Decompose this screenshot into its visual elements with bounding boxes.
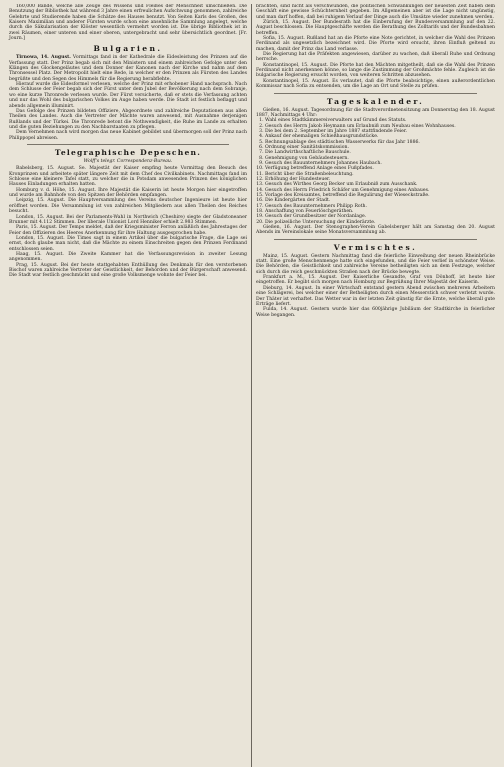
list-item: 16. Die Kindergärten der Stadt. xyxy=(265,198,495,203)
agency-paragraph: Die Regierung hat die Präfekten angewiesen, darüber zu wachen, daß überall Ruhe und Ordnung herrsche. xyxy=(256,52,495,63)
agenda-list xyxy=(256,118,495,225)
bulgarien-text-1: Vormittags fand in der Kathedrale die Eidesleistung des Prinzen auf die Verfassung statt. Der Prinz begab sich mit den Ministern und einem zahlreichen Gefolge unter den Klängen des Glockengeläutes und dem Donner der Kanonen nach der Kirche und nahm auf dem Thronsessel Platz. Der Metropolit hielt eine Rede, in welcher er den Prinzen als Fürsten des Landes begrüßte und den Segen des Himmels für die Regierung herabflehte. xyxy=(9,55,247,82)
vermischtes-paragraph-1: Mainz, 15. August. Gestern Nachmittag fand die feierliche Einweihung der neuen Rheinbrücke statt. Eine große Menschenmenge hatte sich eingefunden, und die Feier verlief in schönster Weise. Die Behörden, die Geistlichkeit und zahlreiche Vereine betheiligten sich an dem Festzuge, welcher sich durch die reich geschmückten Straßen nach der Brücke bewegte. xyxy=(256,253,495,275)
zuerich-paragraph: Zürich, 15. August. Der Bundesrath hat die Einberufung der Bundesversammlung auf den 22. August beschlossen. Die Hauptgeschäfte werden die Berathung des Zolltarifs und der Bundesbahnen betreffen. xyxy=(256,20,495,36)
list-item: 11. Bericht über die Straßenbeleuchtung. xyxy=(265,172,495,177)
list-item: 10. Verfügung betreffend Anlage eines Fußpfades. xyxy=(265,166,495,171)
list-item: 17. Gesuch des Bauunternehmers Philipp Roth. xyxy=(265,204,495,209)
section-divider xyxy=(274,93,477,94)
vermischtes-paragraph-4: Fulda, 14. August. Gestern wurde hier das 600jährige Jubiläum der Stadtkirche in feierlicher Weise begangen. xyxy=(256,307,495,318)
list-item: 13. Gesuch des Wirthes Georg Becker um Erlaubniß zum Ausschank. xyxy=(265,182,495,187)
depesche-paragraph-4: London, 15. August. Bei der Parlaments-Wahl in Northwich (Cheshire) siegte der Gladstoneaner Brunner mit 4.112 Stimmen. Der liberale Unionist Lord Henniker erhielt 2.983 Stimmen. xyxy=(9,214,247,225)
sofia-paragraph: Sofia, 15. August. Rußland hat an die Pforte eine Note gerichtet, in welcher die Wahl des Prinzen Ferdinand als ungesetzlich bezeichnet wird. Die Pforte wird ersucht, ihren Einfluß geltend zu machen, damit der Prinz das Land verlasse. xyxy=(256,36,495,52)
bulgarien-dateline: Tirnowa, 14. August. xyxy=(16,55,71,61)
left-intro-paragraph: 160,000 Bände, welche alle Zeuge des Wissens und Fleißes der Menschheit umschließen. Die Benutzung der Bibliothek hat während 3 Jahre einen erfreulichen Aufschwung genommen, zahlreiche Gelehrte und Studierende haben die Schätze des Hauses benutzt. Von Seiten Karls des Großen, des Kaisers Maximilian und anderer Fürsten wurde schon eine ansehnliche Sammlung angelegt, welche durch die Säkularisation der Klöster wesentlich vermehrt worden ist. Die übrige Bibliothek ist in zwei Räumen, einer unteren und einer oberen, untergebracht und sehr übersichtlich geordnet. [Fr. Journ.] xyxy=(9,4,247,42)
depesche-paragraph-3: Leipzig, 15. August. Die Hauptversammlung des Vereins deutscher Ingenieure ist heute hier eröffnet worden. Die Versammlung ist von zahlreichen Mitgliedern aus allen Theilen des Reiches besucht. xyxy=(9,198,247,215)
depesche-paragraph-5: Paris, 15. August. Der Temps meldet, daß der Kriegsminister Ferron anläßlich des Jahrestages der Feier den Offizieren des Heeres Anerkennung für ihre Haltung ausgesprochen habe. xyxy=(9,225,247,236)
konstantinopel-paragraph-1: Konstantinopel, 15. August. Die Pforte hat den Mächten mitgetheilt, daß sie die Wahl des Prinzen Ferdinand nicht anerkennen könne, so lange die Zustimmung der Großmächte fehle. Zugleich ist die bulgarische Regierung ersucht worden, von weiteren Schritten abzusehen. xyxy=(256,62,495,79)
bulgarien-paragraph-2: Hierauf wurde die Eidesformel verlesen, welche der Prinz mit erhobener Hand nachsprach. Nach dem Schlusse der Feier begab sich der Fürst unter dem Jubel der Bevölkerung nach dem Sobranje, wo eine kurze Thronrede verlesen wurde. Der Fürst versicherte, daß er stets die Verfassung achten und nur das Wohl des bulgarischen Volkes im Auge haben werde. Die Stadt ist festlich beflaggt und abends allgemein illuminirt. xyxy=(9,82,247,109)
list-item: 19. Gesuch der Grundbesitzer der Nordanlage. xyxy=(265,214,495,219)
depesche-paragraph-8: Prag, 15. August. Bei der heute stattgehabten Enthüllung des Denkmals für den verstorbenen Bischof waren zahlreiche Vertreter der Geistlichkeit, der Behörden und der Bürgerschaft anwesend. Die Stadt war festlich geschmückt und eine große Volksmenge wohnte der Feier bei. xyxy=(9,262,247,279)
list-item: 9. Gesuch des Bauunternehmers Johannes Haubach. xyxy=(265,161,495,166)
list-item: 4. Ankauf der ehemaligen Schießhausgrundstücke. xyxy=(265,134,495,139)
tageskalender-intro: Gießen, 16. August. Tagesordnung für die Stadtverordnetensitzung am Donnerstag den 18. August 1887, Nachmittags 4 Uhr: xyxy=(256,107,495,118)
section-heading-tageskalender: Tageskalender. xyxy=(326,96,425,106)
right-intro-paragraph: brachten, sind nicht als verschwunden, die politischen Schwankungen der neuesten Zeit haben dem Geschäft eine gewisse Schüchternheit gegeben. Im Allgemeinen aber ist die Lage nicht ungünstig, und man darf hoffen, daß bei ruhigem Verlauf der Dinge auch die Umsätze wieder zunehmen werden. xyxy=(256,4,495,20)
section-divider xyxy=(27,144,229,145)
stenographen-paragraph: Gießen, 16. August. Der Stenographen-Verein Gabelsberger hält am Samstag den 20. August Abends im Vereinslokale seine Monatsversammlung ab. xyxy=(256,225,495,236)
left-column xyxy=(5,4,252,767)
depesche-paragraph-1: Babelsberg, 15. August. Se. Majestät der Kaiser empfing heute Vormittag den Besuch des Kronprinzen und arbeitete später längere Zeit mit dem Chef des Civilkabinets. Nachmittags fand im Schlosse eine kleinere Tafel statt, zu welcher die in Potsdam anwesenden Prinzen des königlichen Hauses Einladungen erhalten hatten. xyxy=(9,166,247,188)
list-item: 18. Anschaffung von Feuerlöschgeräthen. xyxy=(265,209,495,214)
list-item: 12. Erhöhung der Hundesteuer. xyxy=(265,177,495,182)
bulgarien-paragraph-4: Dem Vernehmen nach wird morgen das neue Kabinet gebildet und übermorgen soll der Prinz nach Philippopel abreisen. xyxy=(9,130,247,141)
list-item: 14. Gesuch des Herrn Friedrich Schäfer um Genehmigung eines Anbaues. xyxy=(265,188,495,193)
list-item: 5. Rechnungsablage des städtischen Wasserwerks für das Jahr 1886. xyxy=(265,140,495,145)
vermischtes-paragraph-3: Dieburg, 14. August. In einer Wirtschaft entstand gestern Abend zwischen mehreren Arbeitern eine Schlägerei, bei welcher einer der Betheiligten durch einen Messerstich schwer verletzt wurde. Der Thäter ist verhaftet. Das Wetter war in der letzten Zeit günstig für die Ernte, welche überall gute Erträge liefert. xyxy=(256,285,495,307)
section-heading-depeschen: Telegraphische Depeschen. xyxy=(54,147,202,157)
list-item: 6. Ordnung einer Sanitätskommission. xyxy=(265,145,495,150)
list-item: 3. Die bei dem 2. September im Jahre 1887 stattfindende Feier. xyxy=(265,129,495,134)
bulgarien-paragraph-1 xyxy=(9,55,247,82)
depesche-paragraph-6: London, 15. August. Die Times sagt in einem Artikel über die bulgarische Frage, die Lage sei ernst, doch glaube man nicht, daß die Mächte zu einem Einschreiten gegen den Prinzen Ferdinand entschlossen seien. xyxy=(9,235,247,252)
depesche-paragraph-2: Homburg v. d. Höhe, 15. August. Ihre Majestät die Kaiserin ist heute Morgen hier eingetroffen und wurde am Bahnhofe von den Spitzen der Behörden empfangen. xyxy=(9,187,247,199)
columns xyxy=(5,4,499,767)
list-item: 1. Wahl eines Stadtkämmereiverwalters auf Grund des Statuts. xyxy=(265,118,495,123)
konstantinopel-paragraph-2: Konstantinopel, 15. August. Es verlautet, daß die Pforte beabsichtige, einen außerordentlichen Kommissar nach Sofia zu entsenden, um die Lage an Ort und Stelle zu prüfen. xyxy=(256,78,495,90)
list-item: 2. Gesuch des Herrn Jakob Heymann um Erlaubniß zum Neubau eines Wohnhauses. xyxy=(265,124,495,129)
list-item: 8. Genehmigung von Gebäudesteuern. xyxy=(265,156,495,161)
section-heading-vermischtes: Vermischtes. xyxy=(333,242,418,252)
section-heading-bulgarien: Bulgarien. xyxy=(93,44,163,54)
bulgarien-paragraph-3: Das Gefolge des Prinzen bildeten Offiziere, Abgeordnete und zahlreiche Deputationen aus allen Theilen des Landes. Auch die Vertreter der Mächte waren anwesend, mit Ausnahme derjenigen Rußlands und der Türkei. Die Thronrede betont die Nothwendigkeit, die Ruhe im Lande zu erhalten und die guten Beziehungen zu den Nachbarstaaten zu pflegen. xyxy=(9,108,247,130)
vermischtes-paragraph-2: Frankfurt a. M., 15. August. Der Kaiserliche Gesandte, Graf von Dönhoff, ist heute hier eingetroffen. Er begibt sich morgen nach Homburg zur Begrüßung Ihrer Majestät der Kaiserin. xyxy=(256,275,495,286)
section-divider xyxy=(274,239,477,240)
depesche-paragraph-7: Haag, 15. August. Die Zweite Kammer hat die Verfassungsrevision in zweiter Lesung angenommen. xyxy=(9,251,247,263)
section-subheading-wolff: Wolff's telegr. Correspondenz-Bureau. xyxy=(83,158,173,164)
right-column xyxy=(252,4,499,767)
list-item: 15. Vorlage des Kreisamtes, betreffend die Regulirung der Wieseckstraße. xyxy=(265,193,495,198)
list-item: 20. Die polizeiliche Untersuchung der Kinderärzte. xyxy=(265,220,495,225)
list-item: 7. Die Landwirthschaftliche Bauschule. xyxy=(265,150,495,155)
